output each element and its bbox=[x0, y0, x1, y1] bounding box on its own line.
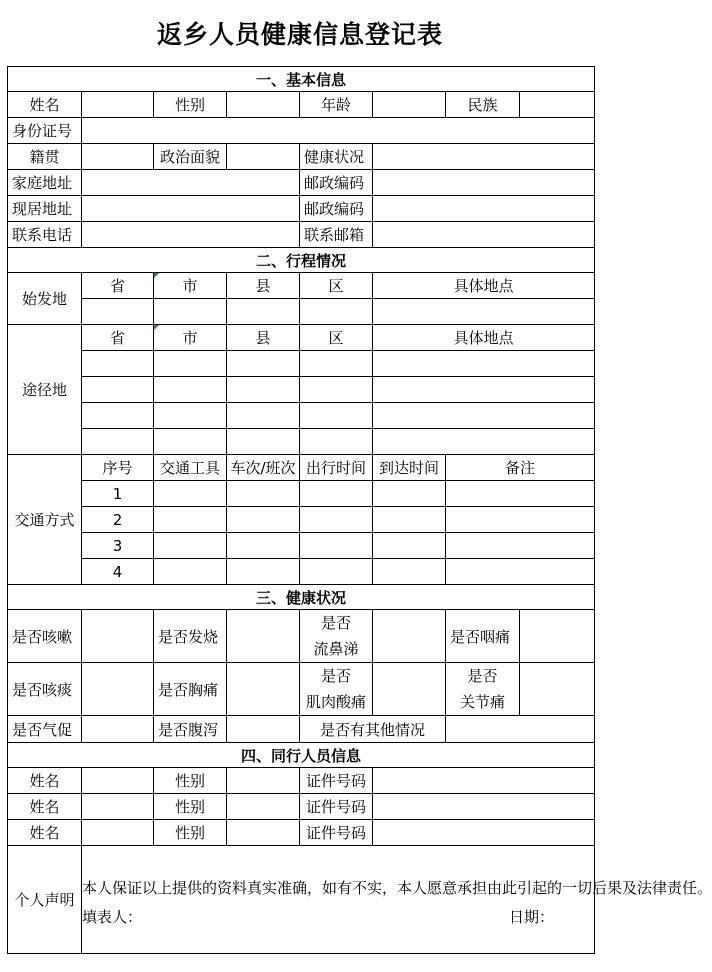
gender-field[interactable] bbox=[227, 92, 300, 118]
companion-id-label: 证件号码 bbox=[300, 794, 373, 820]
transport-cell[interactable] bbox=[446, 507, 595, 533]
transport-remark-header: 备注 bbox=[446, 455, 595, 481]
current-address-label: 现居地址 bbox=[8, 196, 82, 222]
origin-city-cell[interactable] bbox=[154, 299, 227, 325]
companion-name-field[interactable] bbox=[82, 794, 154, 820]
route-cell[interactable] bbox=[300, 429, 373, 455]
transport-row-number: 3 bbox=[82, 533, 154, 559]
transport-cell[interactable] bbox=[373, 533, 446, 559]
ethnicity-label: 民族 bbox=[446, 92, 520, 118]
route-cell[interactable] bbox=[154, 403, 227, 429]
transport-cell[interactable] bbox=[300, 507, 373, 533]
runny-nose-label-line2: 流鼻涕 bbox=[313, 640, 359, 658]
companion-id-label: 证件号码 bbox=[300, 820, 373, 846]
email-label: 联系邮箱 bbox=[300, 222, 373, 248]
transport-cell[interactable] bbox=[227, 507, 300, 533]
section-travel-header: 二、行程情况 bbox=[8, 248, 595, 273]
origin-province-header: 省 bbox=[82, 273, 154, 299]
origin-city-header: 市 bbox=[154, 273, 227, 299]
transport-cell[interactable] bbox=[300, 559, 373, 585]
transport-row-number: 1 bbox=[82, 481, 154, 507]
route-label: 途径地 bbox=[8, 325, 82, 455]
transport-cell[interactable] bbox=[227, 559, 300, 585]
transport-trip-header: 车次/班次 bbox=[227, 455, 300, 481]
section-companions-header: 四、同行人员信息 bbox=[8, 743, 595, 768]
health-status-label: 健康状况 bbox=[300, 144, 373, 170]
transport-cell[interactable] bbox=[446, 533, 595, 559]
origin-district-header: 区 bbox=[300, 273, 373, 299]
companion-name-field[interactable] bbox=[82, 820, 154, 846]
native-place-label: 籍贯 bbox=[8, 144, 82, 170]
route-province-header: 省 bbox=[82, 325, 154, 351]
native-place-field[interactable] bbox=[82, 144, 154, 170]
companion-gender-field[interactable] bbox=[227, 820, 300, 846]
gender-label: 性别 bbox=[154, 92, 227, 118]
phlegm-field[interactable] bbox=[82, 663, 154, 716]
transport-cell[interactable] bbox=[227, 481, 300, 507]
route-cell[interactable] bbox=[227, 403, 300, 429]
transport-cell[interactable] bbox=[373, 507, 446, 533]
route-cell[interactable] bbox=[373, 403, 595, 429]
companion-gender-label: 性别 bbox=[154, 768, 227, 794]
origin-county-cell[interactable] bbox=[227, 299, 300, 325]
companion-name-label: 姓名 bbox=[8, 794, 82, 820]
fever-field[interactable] bbox=[227, 610, 300, 663]
political-status-label: 政治面貌 bbox=[154, 144, 227, 170]
transport-label: 交通方式 bbox=[8, 455, 82, 585]
email-field[interactable] bbox=[373, 222, 595, 248]
age-label: 年龄 bbox=[300, 92, 373, 118]
route-cell[interactable] bbox=[373, 429, 595, 455]
phlegm-label: 是否咳痰 bbox=[8, 663, 82, 716]
health-status-field[interactable] bbox=[373, 144, 595, 170]
route-location-header: 具体地点 bbox=[373, 325, 595, 351]
id-number-label: 身份证号 bbox=[8, 118, 82, 144]
current-address-field[interactable] bbox=[82, 196, 300, 222]
name-label: 姓名 bbox=[8, 92, 82, 118]
phone-field[interactable] bbox=[82, 222, 300, 248]
muscle-pain-label-line2: 肌肉酸痛 bbox=[305, 693, 366, 711]
route-cell[interactable] bbox=[373, 377, 595, 403]
route-cell[interactable] bbox=[154, 429, 227, 455]
transport-cell[interactable] bbox=[154, 559, 227, 585]
route-cell[interactable] bbox=[300, 403, 373, 429]
section-basic-header: 一、基本信息 bbox=[8, 67, 595, 92]
transport-vehicle-header: 交通工具 bbox=[154, 455, 227, 481]
postal-code-label: 邮政编码 bbox=[300, 170, 373, 196]
id-number-field[interactable] bbox=[82, 118, 595, 144]
declaration-body bbox=[82, 846, 712, 954]
companion-id-field[interactable] bbox=[373, 768, 595, 794]
joint-pain-label-line1: 是否 bbox=[467, 667, 498, 685]
origin-label: 始发地 bbox=[8, 273, 82, 325]
fever-label: 是否发烧 bbox=[154, 610, 227, 663]
route-city-header: 市 bbox=[154, 325, 227, 351]
muscle-pain-label-line1: 是否 bbox=[320, 667, 351, 685]
cough-label: 是否咳嗽 bbox=[8, 610, 82, 663]
route-cell[interactable] bbox=[82, 377, 154, 403]
joint-pain-field[interactable] bbox=[520, 663, 595, 716]
home-address-label: 家庭地址 bbox=[8, 170, 82, 196]
route-cell[interactable] bbox=[154, 351, 227, 377]
joint-pain-label-line2: 关节痛 bbox=[459, 693, 505, 711]
chest-pain-field[interactable] bbox=[227, 663, 300, 716]
sore-throat-field[interactable] bbox=[520, 610, 595, 663]
transport-cell[interactable] bbox=[154, 507, 227, 533]
transport-no-header: 序号 bbox=[82, 455, 154, 481]
route-cell[interactable] bbox=[300, 351, 373, 377]
transport-cell[interactable] bbox=[373, 481, 446, 507]
transport-cell[interactable] bbox=[154, 481, 227, 507]
route-county-header: 县 bbox=[227, 325, 300, 351]
route-cell[interactable] bbox=[154, 377, 227, 403]
companion-gender-field[interactable] bbox=[227, 794, 300, 820]
companion-id-field[interactable] bbox=[373, 794, 595, 820]
home-address-field[interactable] bbox=[82, 170, 300, 196]
transport-cell[interactable] bbox=[227, 533, 300, 559]
transport-cell[interactable] bbox=[446, 559, 595, 585]
transport-cell[interactable] bbox=[300, 533, 373, 559]
declaration-text: 本人保证以上提供的资料真实准确，如有不实，本人愿意承担由此引起的一切后果及法律责任。 bbox=[82, 878, 712, 897]
diarrhea-field[interactable] bbox=[227, 716, 300, 743]
route-cell[interactable] bbox=[227, 377, 300, 403]
companion-id-label: 证件号码 bbox=[300, 768, 373, 794]
ethnicity-field[interactable] bbox=[520, 92, 595, 118]
short-breath-label: 是否气促 bbox=[8, 716, 82, 743]
route-cell[interactable] bbox=[227, 429, 300, 455]
cough-field[interactable] bbox=[82, 610, 154, 663]
postal-code-field[interactable] bbox=[373, 170, 595, 196]
origin-location-cell[interactable] bbox=[373, 299, 595, 325]
route-district-header: 区 bbox=[300, 325, 373, 351]
route-cell[interactable] bbox=[373, 351, 595, 377]
route-cell[interactable] bbox=[82, 429, 154, 455]
declaration-label: 个人声明 bbox=[8, 846, 82, 954]
origin-county-header: 县 bbox=[227, 273, 300, 299]
route-cell[interactable] bbox=[82, 403, 154, 429]
companion-gender-label: 性别 bbox=[154, 794, 227, 820]
route-cell[interactable] bbox=[300, 377, 373, 403]
muscle-pain-label bbox=[300, 663, 373, 716]
runny-nose-field[interactable] bbox=[373, 610, 446, 663]
transport-cell[interactable] bbox=[154, 533, 227, 559]
companion-name-label: 姓名 bbox=[8, 820, 82, 846]
companion-name-field[interactable] bbox=[82, 768, 154, 794]
political-status-field[interactable] bbox=[227, 144, 300, 170]
transport-row-number: 4 bbox=[82, 559, 154, 585]
transport-arrive-header: 到达时间 bbox=[373, 455, 446, 481]
origin-province-cell[interactable] bbox=[82, 299, 154, 325]
postal-code-label-2: 邮政编码 bbox=[300, 196, 373, 222]
registration-form bbox=[7, 66, 712, 954]
companion-gender-label: 性别 bbox=[154, 820, 227, 846]
transport-cell[interactable] bbox=[300, 481, 373, 507]
other-condition-field[interactable] bbox=[446, 716, 595, 743]
short-breath-field[interactable] bbox=[82, 716, 154, 743]
sore-throat-label: 是否咽痛 bbox=[446, 610, 520, 663]
diarrhea-label: 是否腹泻 bbox=[154, 716, 227, 743]
transport-cell[interactable] bbox=[446, 481, 595, 507]
companion-gender-field[interactable] bbox=[227, 768, 300, 794]
transport-depart-header: 出行时间 bbox=[300, 455, 373, 481]
age-field[interactable] bbox=[373, 92, 446, 118]
name-field[interactable] bbox=[82, 92, 154, 118]
phone-label: 联系电话 bbox=[8, 222, 82, 248]
muscle-pain-field[interactable] bbox=[373, 663, 446, 716]
joint-pain-label bbox=[446, 663, 520, 716]
section-health-header: 三、健康状况 bbox=[8, 585, 595, 610]
transport-row-number: 2 bbox=[82, 507, 154, 533]
other-condition-label: 是否有其他情况 bbox=[300, 716, 446, 743]
postal-code-field-2[interactable] bbox=[373, 196, 595, 222]
origin-location-header: 具体地点 bbox=[373, 273, 595, 299]
form-title: 返乡人员健康信息登记表 bbox=[156, 20, 443, 49]
chest-pain-label: 是否胸痛 bbox=[154, 663, 227, 716]
route-cell[interactable] bbox=[82, 351, 154, 377]
companion-id-field[interactable] bbox=[373, 820, 595, 846]
date-label: 日期： bbox=[509, 907, 555, 926]
route-cell[interactable] bbox=[227, 351, 300, 377]
runny-nose-label bbox=[300, 610, 373, 663]
companion-name-label: 姓名 bbox=[8, 768, 82, 794]
filler-label: 填表人： bbox=[82, 907, 143, 926]
runny-nose-label-line1: 是否 bbox=[320, 614, 351, 632]
origin-district-cell[interactable] bbox=[300, 299, 373, 325]
transport-cell[interactable] bbox=[373, 559, 446, 585]
